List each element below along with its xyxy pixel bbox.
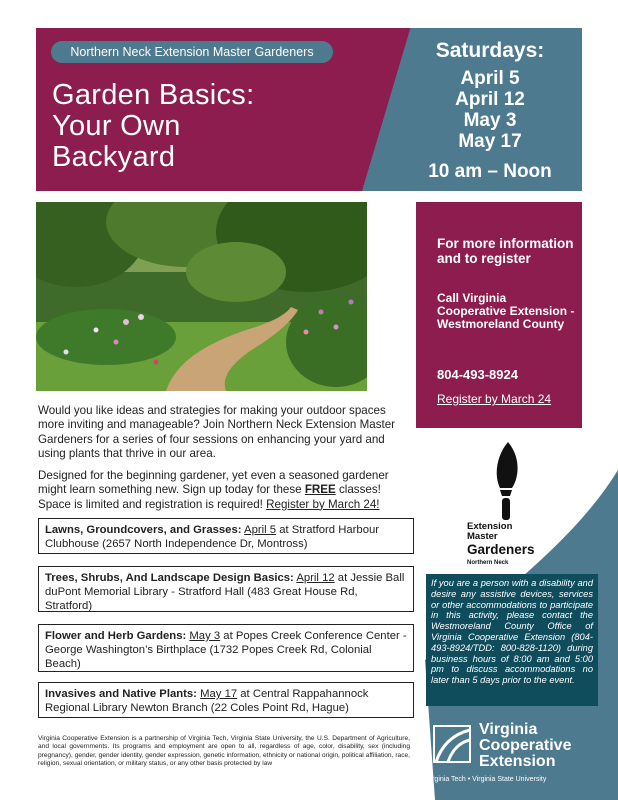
info-heading: For more information and to register <box>437 236 574 266</box>
session-location: at Jessie Ball duPont Memorial Library - Stratford Hall (483 Great House Rd, Stratford) <box>45 572 405 612</box>
emg-logo-line: Northern Neck <box>467 560 509 566</box>
session-box <box>38 518 414 554</box>
emg-logo <box>467 522 535 566</box>
session-name: Invasives and Native Plants: <box>45 688 197 700</box>
vce-logo-subtitle: Virginia Tech • Virginia State University <box>426 776 547 783</box>
schedule-heading: Saturdays: <box>435 39 545 62</box>
vce-logo-icon <box>430 724 474 766</box>
session-date: April 5 <box>244 524 277 536</box>
intro-paragraph: Would you like ideas and strategies for making your outdoor spaces more inviting and manageable? Join Northern Neck Extension Master Gardeners for a series of four sessions on enhancing your yard and using plants that thrive in our area. <box>38 404 396 460</box>
schedule-time: 10 am – Noon <box>428 161 552 182</box>
session-name: Lawns, Groundcovers, and Grasses: <box>45 524 242 536</box>
organization-badge: Northern Neck Extension Master Gardeners <box>51 41 333 63</box>
title-line: Backyard <box>52 141 176 173</box>
info-phone: 804-493-8924 <box>437 367 518 382</box>
session-location: at Central Rappahannock Regional Library Newton Branch (22 Coles Point Rd, Hague) <box>45 688 369 714</box>
vce-name-line: Extension <box>479 753 556 770</box>
session-box <box>38 566 414 612</box>
session-name: Trees, Shrubs, And Landscape Design Basics: <box>45 572 294 584</box>
schedule <box>400 38 580 184</box>
page-title <box>52 80 352 173</box>
schedule-date: May 3 <box>463 110 517 131</box>
title-line: Garden Basics: <box>52 79 255 111</box>
session-name: Flower and Herb Gardens: <box>45 630 187 642</box>
session-date: April 12 <box>296 572 335 584</box>
p2-text: Designed for the beginning gardener, yet even a seasoned gardener might learn something new. Sign up today for these <box>38 469 389 497</box>
title-line: Your Own <box>52 110 181 142</box>
session-date: May 3 <box>189 630 221 642</box>
emg-logo-line: Master <box>467 531 498 542</box>
vce-logo-name <box>479 722 571 770</box>
intro-paragraph-2 <box>38 469 408 512</box>
info-contact: Call Virginia Cooperative Extension - Westmoreland County <box>437 291 575 331</box>
accessibility-notice: If you are a person with a disability and desire any assistive devices, services or other accommodations to participate in this activity, please contact the Westmoreland County Office of Virginia Cooperative Extension (804-493-8924/TDD: 800-828-1120) during business hours of 8:00 am and 5:00 pm to discuss accommodations no later than 5 days prior to the event. <box>426 574 598 706</box>
register-deadline: Register by March 24! <box>266 497 380 511</box>
free-label: FREE <box>304 483 336 497</box>
session-box <box>38 624 414 672</box>
emg-logo-line: Extension <box>467 521 513 532</box>
session-location: at Stratford Harbour Clubhouse (2657 North Independence Dr, Montross) <box>45 524 380 550</box>
schedule-date: April 5 <box>460 68 520 89</box>
vce-name-line: Cooperative <box>479 737 572 754</box>
register-link[interactable]: Register by March 24 <box>437 392 552 406</box>
session-date: May 17 <box>200 688 238 700</box>
schedule-date: May 17 <box>458 131 522 152</box>
garden-photo <box>36 202 367 391</box>
session-location: at Popes Creek Conference Center - George Washington’s Birthplace (1732 Popes Creek Rd, Colonial Beach) <box>45 630 407 670</box>
emg-logo-line: Gardeners <box>467 542 535 557</box>
registration-info-box <box>416 202 582 428</box>
schedule-date: April 12 <box>455 89 525 110</box>
vce-name-line: Virginia <box>479 721 538 738</box>
footer-disclaimer: Virginia Cooperative Extension is a partnership of Virginia Tech, Virginia State University, the U.S. Department of Agriculture, and local governments. Its programs and employment are open to all, regardless of age, color, disability, sex (including pregnancy), gender, gender identity, gender expression, genetic information, ethnicity or national origin, political affiliation, race, religion, sexual orientation, or military status, or any other basis protected by law <box>38 735 410 767</box>
session-box <box>38 682 414 718</box>
p2-text-2: classes! Space is limited and registration is required! <box>38 483 381 511</box>
trowel-icon <box>486 442 526 522</box>
